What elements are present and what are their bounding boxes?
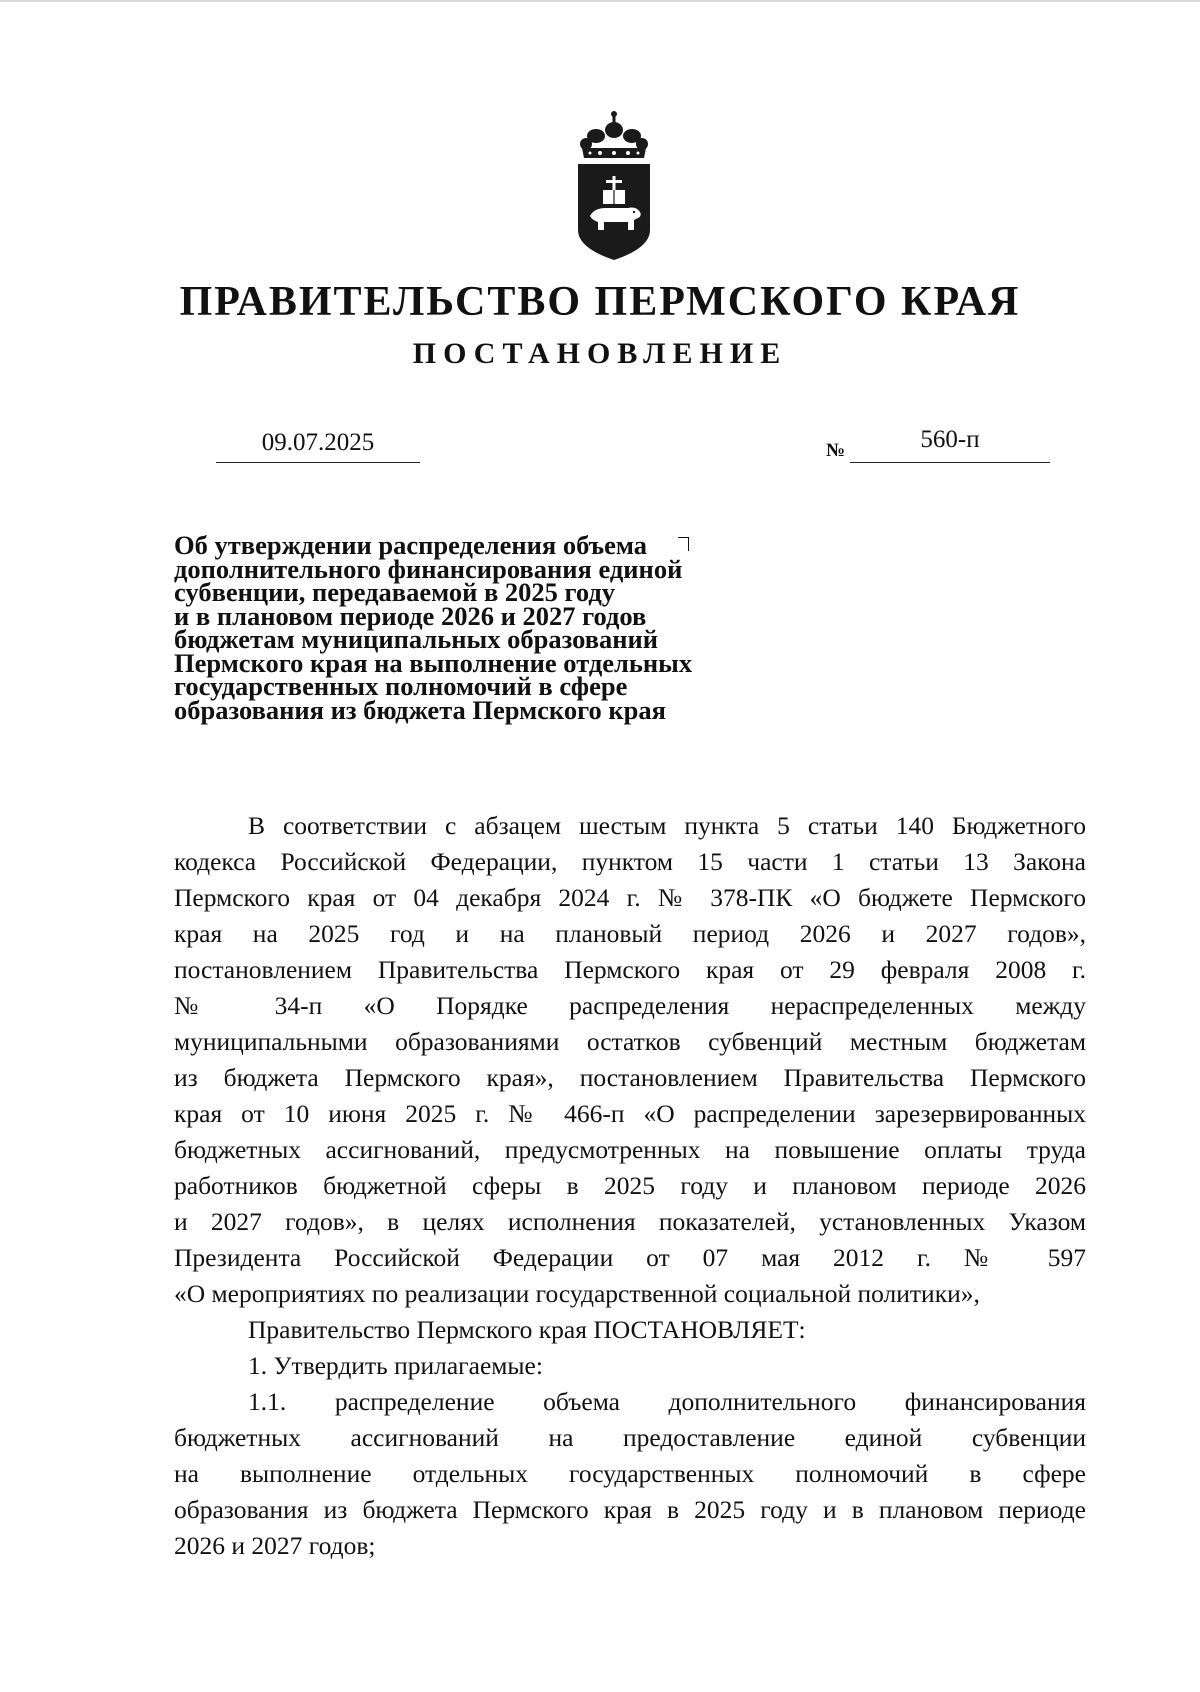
body-line: края от 10 июня 2025 г. № 466-п «О распределении зарезервированных xyxy=(174,1099,1086,1128)
subject-line: субвенции, передаваемой в 2025 году xyxy=(174,577,616,607)
document-number: 560-п xyxy=(850,422,1050,463)
document-date: 09.07.2025 xyxy=(216,424,420,463)
body-line: Пермского края от 04 декабря 2024 г. № 378-ПК «О бюджете Пермского xyxy=(174,883,1086,912)
document-type-heading: ПОСТАНОВЛЕНИЕ xyxy=(412,337,788,370)
body-line: постановлением Правительства Пермского края от 29 февраля 2008 г. xyxy=(174,955,1086,984)
subject-corner-mark xyxy=(678,537,689,551)
body-line: 1.1. распределение объема дополнительного финансирования xyxy=(248,1387,1086,1416)
body-line: работников бюджетной сферы в 2025 году и плановом периоде 2026 xyxy=(174,1171,1086,1200)
body-line: бюджетных ассигнований, предусмотренных на повышение оплаты труда xyxy=(174,1135,1086,1164)
subject-line: образования из бюджета Пермского края xyxy=(174,694,666,725)
body-line: В соответствии с абзацем шестым пункта 5 статьи 140 Бюджетного xyxy=(248,811,1086,840)
preamble-paragraph xyxy=(174,808,1086,1312)
body-line: кодекса Российской Федерации, пунктом 15 части 1 статьи 13 Закона xyxy=(174,847,1086,876)
subject-line: дополнительного финансирования единой xyxy=(174,553,683,584)
subject-line: Об утверждении распределения объема xyxy=(174,530,648,560)
document-body xyxy=(174,808,1086,1564)
body-line: № 34-п «О Порядке распределения нераспределенных между xyxy=(174,991,1086,1020)
resolution-clause: Правительство Пермского края ПОСТАНОВЛЯЕТ: xyxy=(248,1315,806,1344)
body-line: края на 2025 год и на плановый период 2026 и 2027 годов», xyxy=(174,919,1086,948)
body-line: муниципальными образованиями остатков субвенций местным бюджетам xyxy=(174,1027,1086,1056)
subject-line: и в плановом периоде 2026 и 2027 годов xyxy=(174,600,647,631)
document-subject xyxy=(174,530,774,725)
body-line: на выполнение отдельных государственных полномочий в сфере xyxy=(174,1459,1086,1488)
item-1: 1. Утвердить прилагаемые: xyxy=(248,1351,543,1380)
body-line: из бюджета Пермского края», постановлением Правительства Пермского xyxy=(174,1063,1086,1092)
subject-line: государственных полномочий в сфере xyxy=(174,671,628,701)
item-1-1-paragraph xyxy=(174,1384,1086,1564)
body-line: Президента Российской Федерации от 07 мая 2012 г. № 597 xyxy=(174,1243,1086,1272)
body-line: образования из бюджета Пермского края в 2025 году и в плановом периоде xyxy=(174,1495,1086,1524)
body-line: «О мероприятиях по реализации государственной социальной политики», xyxy=(174,1279,980,1308)
number-sign: № xyxy=(826,440,846,461)
body-line: 2026 и 2027 годов; xyxy=(174,1531,376,1560)
perm-krai-coat-of-arms-icon xyxy=(570,108,658,262)
body-line: бюджетных ассигнований на предоставление единой субвенции xyxy=(174,1423,1086,1452)
subject-line: бюджетам муниципальных образований xyxy=(174,624,659,654)
subject-line: Пермского края на выполнение отдельных xyxy=(174,647,693,678)
page-top-edge xyxy=(0,0,1200,2)
body-line: и 2027 годов», в целях исполнения показателей, установленных Указом xyxy=(174,1207,1086,1236)
organization-title: ПРАВИТЕЛЬСТВО ПЕРМСКОГО КРАЯ xyxy=(179,279,1021,325)
